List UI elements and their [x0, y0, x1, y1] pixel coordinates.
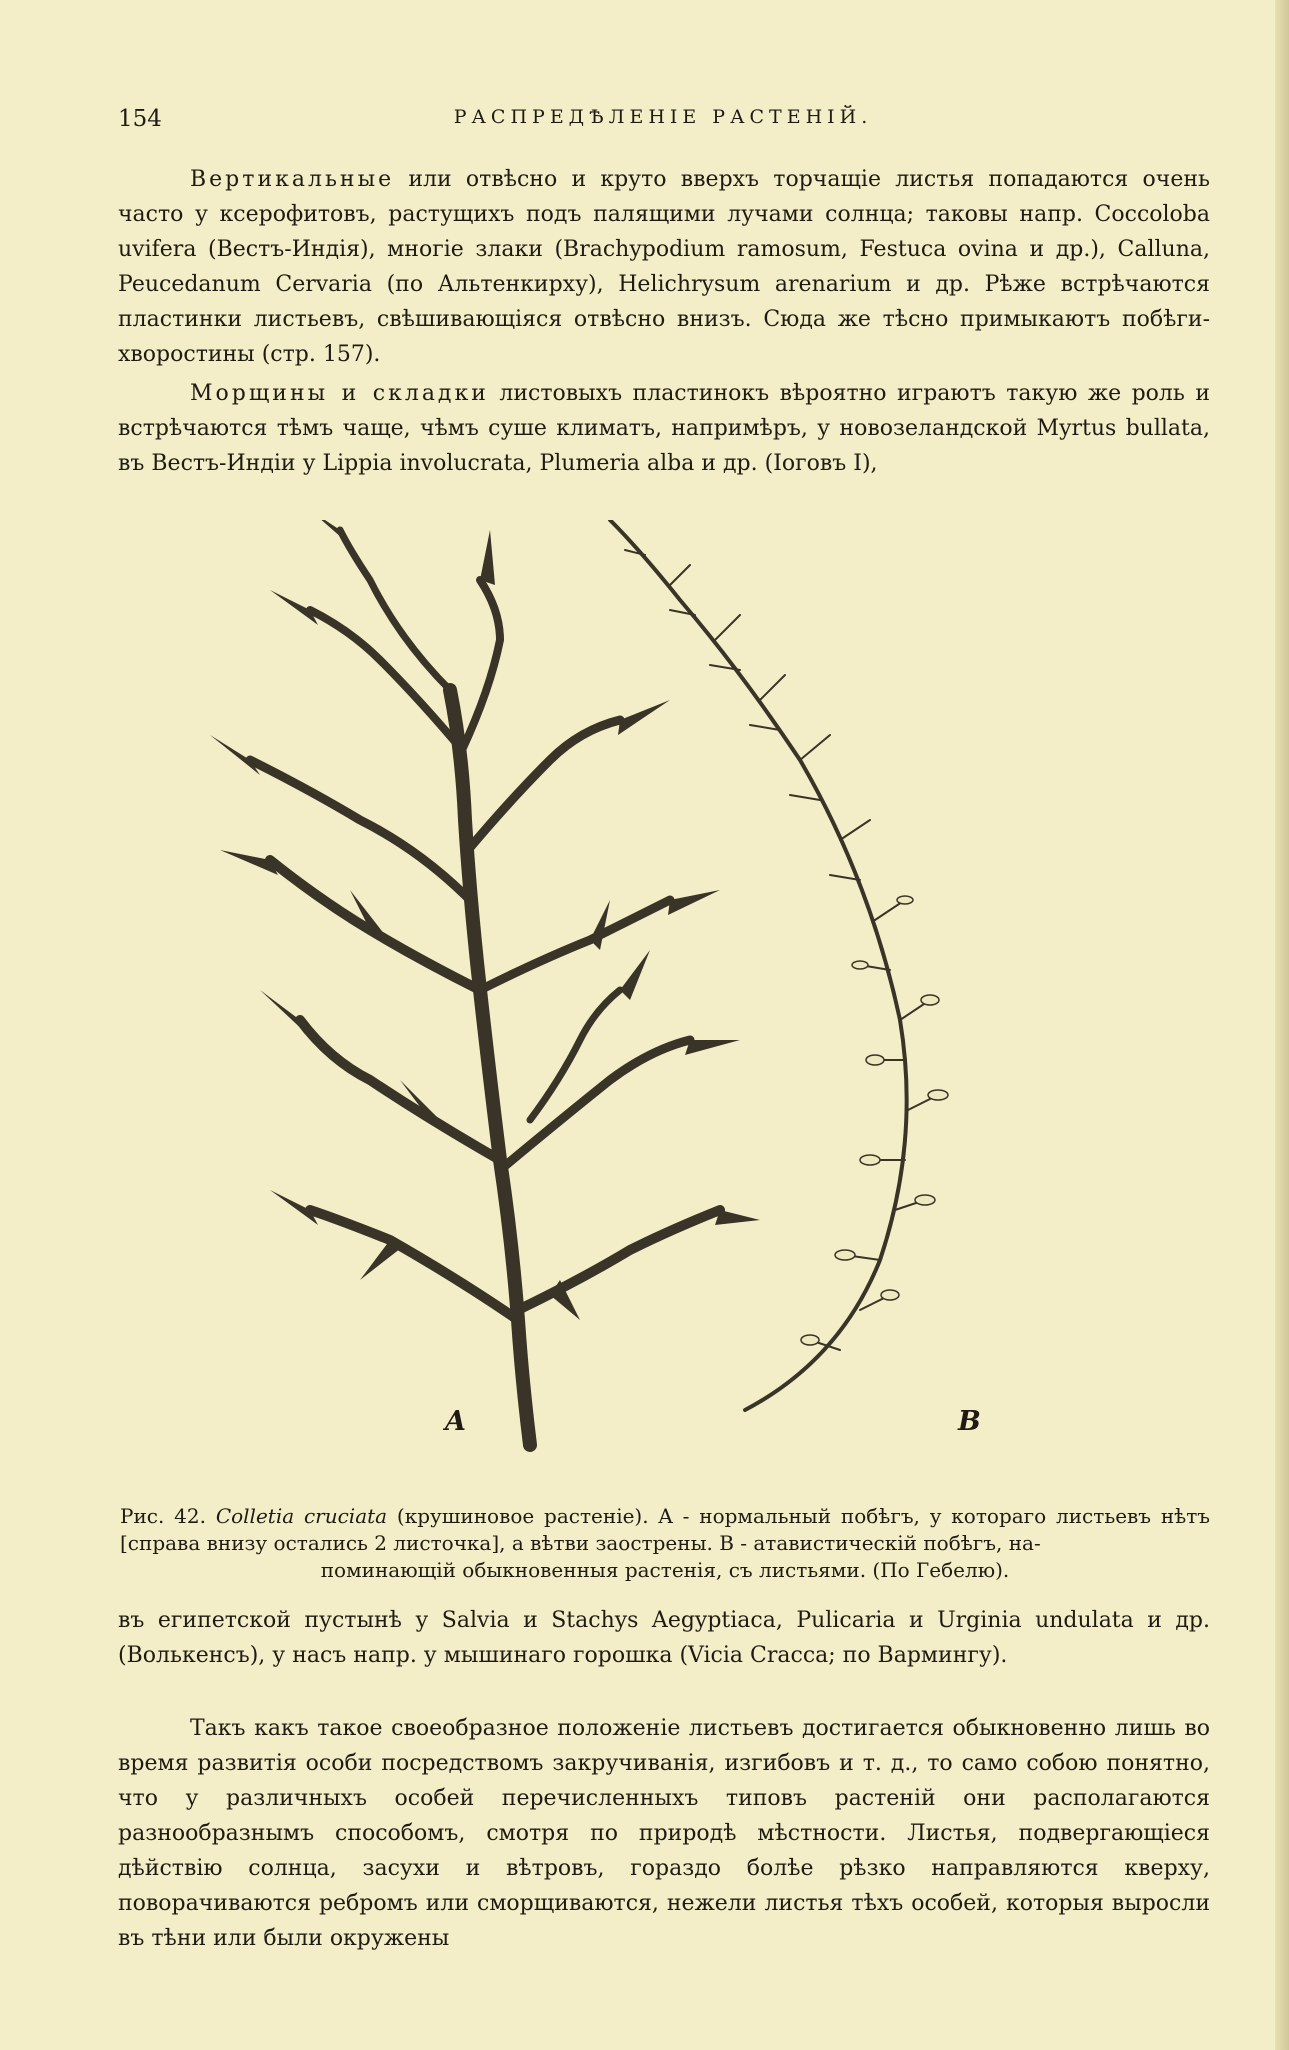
- paragraph-text: или отвѣсно и круто вверхъ торчащіе листья попадаются очень часто у ксерофитовъ, растущихъ подъ палящими лучами солнца; таковы напр. Coccoloba uvifera (Вестъ-Индія), многіе злаки (Brachypodium ramosum, Festuca ovina и др.), Calluna, Peucedanum Cervaria (по Альтенкирху), Helichrysum arenarium и др. Рѣже встрѣчаются пластинки листьевъ, свѣшивающіяся отвѣсно внизъ. Сюда же тѣсно примыкаютъ побѣги-хворостины (стр. 157).: [118, 167, 1210, 367]
- figure-42: [200, 520, 1100, 1460]
- shoot-a-drawing: [250, 530, 720, 1445]
- paragraph-wrinkles: [118, 376, 1210, 481]
- paragraph-text: Такъ какъ такое своеобразное положеніе листьевъ достигается обыкновенно лишь во время развитія особи посредствомъ закручиванія, изгибовъ и т. д., то само собою понятно, что у различныхъ особей перечисленныхъ типовъ растеній они располагаются разнообразнымъ способомъ, смотря по природѣ мѣстности. Листья, подвергающіеся дѣйствію солнца, засухи и вѣтровъ, гораздо болѣе рѣзко направляются кверху, поворачиваются ребромъ или сморщиваются, нежели листья тѣхъ особей, которыя выросли въ тѣни или были окружены: [118, 1716, 1210, 1951]
- paragraph-egypt: [118, 1603, 1210, 1673]
- species-name: Colletia cruciata: [215, 1504, 388, 1528]
- paragraph-text: въ египетской пустынѣ у Salvia и Stachys Aegyptiaca, Pulicaria и Urginia undulata и др. (Волькенсъ), у насъ напр. у мышинаго горошка (Vicia Cracca; по Вармингу).: [118, 1608, 1210, 1668]
- figure-number: Рис. 42.: [120, 1504, 206, 1528]
- figure-caption: [120, 1503, 1210, 1584]
- paragraph-text: листовыхъ пластинокъ вѣроятно играютъ такую же роль и встрѣчаются тѣмъ чаще, чѣмъ суше климатъ, напримѣръ, у новозеландской Myrtus bullata, въ Вестъ-Индіи у Lippia involucrata, Plumeria alba и др. (Іоговъ I),: [118, 381, 1211, 476]
- figure-label-b: B: [958, 1406, 981, 1437]
- spaced-term: Вертикальные: [190, 167, 395, 192]
- running-title: РАСПРЕДѢЛЕНІЕ РАСТЕНІЙ.: [453, 106, 873, 128]
- page-edge: [1275, 0, 1289, 2050]
- shoot-a-spines: [210, 520, 760, 1320]
- paragraph-vertical-leaves: [118, 162, 1210, 372]
- plant-illustration: [200, 520, 1100, 1460]
- figure-label-a: A: [445, 1406, 466, 1437]
- spaced-term: Морщины и складки: [190, 381, 489, 406]
- caption-last-line: поминающій обыкновенныя растенія, съ листьями. (По Гебелю).: [320, 1558, 1010, 1582]
- paragraph-leaf-position: [118, 1711, 1210, 1956]
- caption-text: (крушиновое растеніе). A - нормальный побѣгъ, у котораго листьевъ нѣтъ [справа внизу остались 2 листочка], а вѣтви заострены. B - атавистическій побѣгъ, на-: [120, 1504, 1211, 1555]
- page-header: [118, 106, 1208, 136]
- page-number: 154: [118, 106, 162, 132]
- shoot-b-drawing: [610, 520, 938, 1410]
